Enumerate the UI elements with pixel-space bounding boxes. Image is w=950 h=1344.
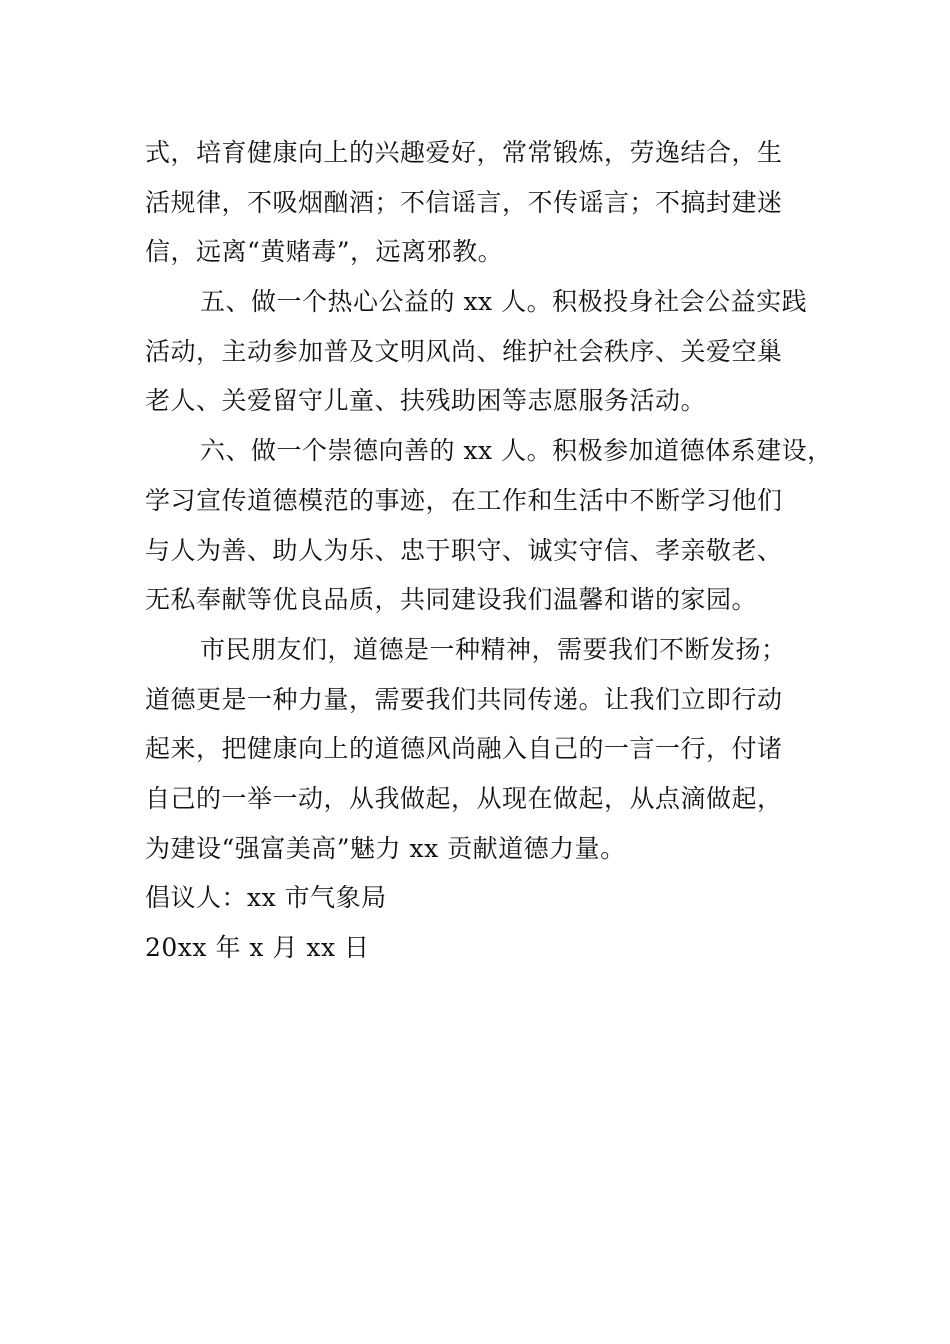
paragraph-five-start: 五、做一个热心公益的 xx 人。积极投身社会公益实践 [200,287,808,317]
signature-line: 倡议人：xx 市气象局 [145,883,387,913]
closing-paragraph-start: 市民朋友们，道德是一种精神，需要我们不断发扬； [200,634,787,664]
text-line: 为建设“强富美高”魅力 xx 贡献道德力量。 [145,833,626,863]
text-line: 起来，把健康向上的道德风尚融入自己的一言一行，付诸 [145,734,783,764]
text-line: 活规律，不吸烟酗酒；不信谣言，不传谣言；不搞封建迷 [145,187,783,217]
text-line: 无私奉献等优良品质，共同建设我们温馨和谐的家园。 [145,585,758,615]
date-line: 20xx 年 x 月 xx 日 [145,933,370,962]
text-line: 与人为善、助人为乐、忠于职守、诚实守信、孝亲敬老、 [145,535,783,565]
text-line: 式，培育健康向上的兴趣爱好，常常锻炼，劳逸结合，生 [145,138,783,167]
paragraph-six-start: 六、做一个崇德向善的 xx 人。积极参加道德体系建设， [200,436,833,466]
text-line: 道德更是一种力量，需要我们共同传递。让我们立即行动 [145,684,783,714]
text-line: 活动，主动参加普及文明风尚、维护社会秩序、关爱空巢 [145,336,783,366]
document-body [145,128,833,973]
text-line: 自己的一举一动，从我做起，从现在做起，从点滴做起， [145,783,783,813]
text-line: 信，远离“黄赌毒”，远离邪教。 [145,237,504,267]
text-line: 学习宣传道德模范的事迹，在工作和生活中不断学习他们 [145,485,783,515]
text-line: 老人、关爱留守儿童、扶残助困等志愿服务活动。 [145,386,707,416]
